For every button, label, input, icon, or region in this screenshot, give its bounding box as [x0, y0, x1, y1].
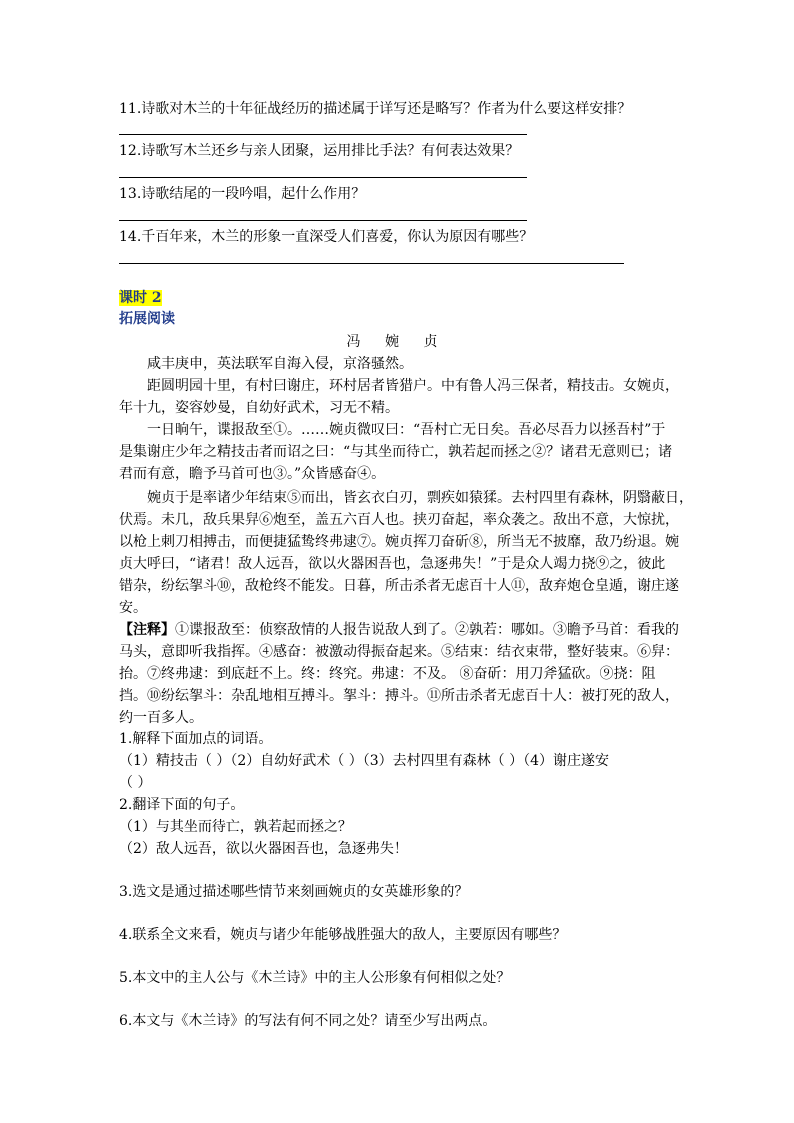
answer-line	[119, 177, 527, 178]
passage-line: 年十九，姿容妙曼，自幼好武术，习无不精。	[119, 400, 399, 416]
question-14: 14.千百年来，木兰的形象一直深受人们喜爱，你认为原因有哪些？	[119, 229, 534, 245]
answer-line	[119, 134, 527, 135]
passage-line: 咸丰庚申，英法联军自海入侵，京洛骚然。	[147, 356, 413, 372]
exercise-5: 5.本文中的主人公与《木兰诗》中的主人公形象有何相似之处？	[119, 970, 511, 986]
question-13: 13.诗歌结尾的一段吟唱，起什么作用？	[119, 186, 366, 202]
exercise-1-items-cont: （ ）	[119, 775, 152, 791]
notes-line: 挡。⑩纷纭挐斗：杂乱地相互搏斗。挐斗：搏斗。⑪所击杀者无虑百十人：被打死的敌人，	[119, 688, 679, 704]
notes-label: 【注释】	[119, 622, 175, 638]
notes-text: ①谍报敌至：侦察敌情的人报告说敌人到了。②孰若：哪如。③瞻予马首：看我的	[175, 622, 679, 638]
passage-title: 冯 婉 贞	[346, 334, 448, 350]
passage-line: 婉贞于是率诸少年结束⑤而出，皆玄衣白刃，剽疾如猿猱。去村四里有森林，阴翳蔽日，	[147, 490, 693, 506]
lesson-label-text: 课时 2	[119, 290, 162, 306]
notes-line: 约一百多人。	[119, 710, 203, 726]
exercise-2-sentence-1: （1）与其坐而待亡，孰若起而拯之？	[119, 819, 352, 835]
exercise-1: 1.解释下面加点的词语。	[119, 731, 273, 747]
question-11: 11.诗歌对木兰的十年征战经历的描述属于详写还是略写？作者为什么要这样安排？	[119, 101, 632, 117]
exercise-2-sentence-2: （2）敌人远吾，欲以火器困吾也，急逐弗失！	[119, 841, 408, 857]
lesson-label	[119, 288, 162, 309]
exercise-2: 2.翻译下面的句子。	[119, 797, 245, 813]
passage-line: 伏焉。未几，敌兵果舁⑥炮至，盖五六百人也。挟刃奋起，率众袭之。敌出不意，大惊扰，	[119, 512, 679, 528]
passage-line: 错杂，纷纭挐斗⑩，敌枪终不能发。日暮，所击杀者无虑百十人⑪，敌弃炮仓皇遁，谢庄遂	[119, 578, 679, 594]
exercise-4: 4.联系全文来看，婉贞与诸少年能够战胜强大的敌人，主要原因有哪些？	[119, 927, 567, 943]
passage-line: 距圆明园十里，有村曰谢庄，环村居者皆猎户。中有鲁人冯三保者，精技击。女婉贞，	[147, 378, 679, 394]
passage-line: 贞大呼曰，“诸君！敌人远吾，欲以火器困吾也，急逐弗失！”于是众人竭力挠⑨之，彼此	[119, 556, 666, 572]
notes-line: 马头，意即听我指挥。④感奋：被激动得振奋起来。⑤结束：结衣束带，整好装束。⑥舁：	[119, 644, 679, 660]
notes-line	[119, 620, 679, 641]
exercise-3: 3.选文是通过描述哪些情节来刻画婉贞的女英雄形象的？	[119, 884, 469, 900]
exercise-1-items: （1）精技击（ ）（2）自幼好武术（ ）（3）去村四里有森林（ ）（4）谢庄遂安	[119, 753, 609, 769]
passage-line: 是集谢庄少年之精技击者而诏之曰：“与其坐而待亡，孰若起而拯之②？诸君无意则已；诸	[119, 444, 673, 460]
answer-line	[119, 263, 624, 264]
question-12: 12.诗歌写木兰还乡与亲人团聚，运用排比手法？有何表达效果？	[119, 143, 520, 159]
passage-line: 以枪上刺刀相搏击，而便捷猛鸷终弗逮⑦。婉贞挥刀奋斫⑧，所当无不披靡，敌乃纷退。婉	[119, 534, 679, 550]
answer-line	[119, 220, 527, 221]
passage-line: 一日晌午，谍报敌至①。……婉贞微叹曰：“吾村亡无日矣。吾必尽吾力以拯吾村”于	[147, 422, 666, 438]
section-label: 拓展阅读	[119, 311, 175, 327]
notes-line: 抬。⑦终弗逮：到底赶不上。终：终究。弗逮：不及。 ⑧奋斫：用刀斧猛砍。⑨挠：阻	[119, 666, 656, 682]
passage-line: 安。	[119, 600, 147, 616]
passage-line: 君而有意，瞻予马首可也③。”众皆感奋④。	[119, 466, 386, 482]
exercise-6: 6.本文与《木兰诗》的写法有何不同之处？请至少写出两点。	[119, 1013, 497, 1029]
